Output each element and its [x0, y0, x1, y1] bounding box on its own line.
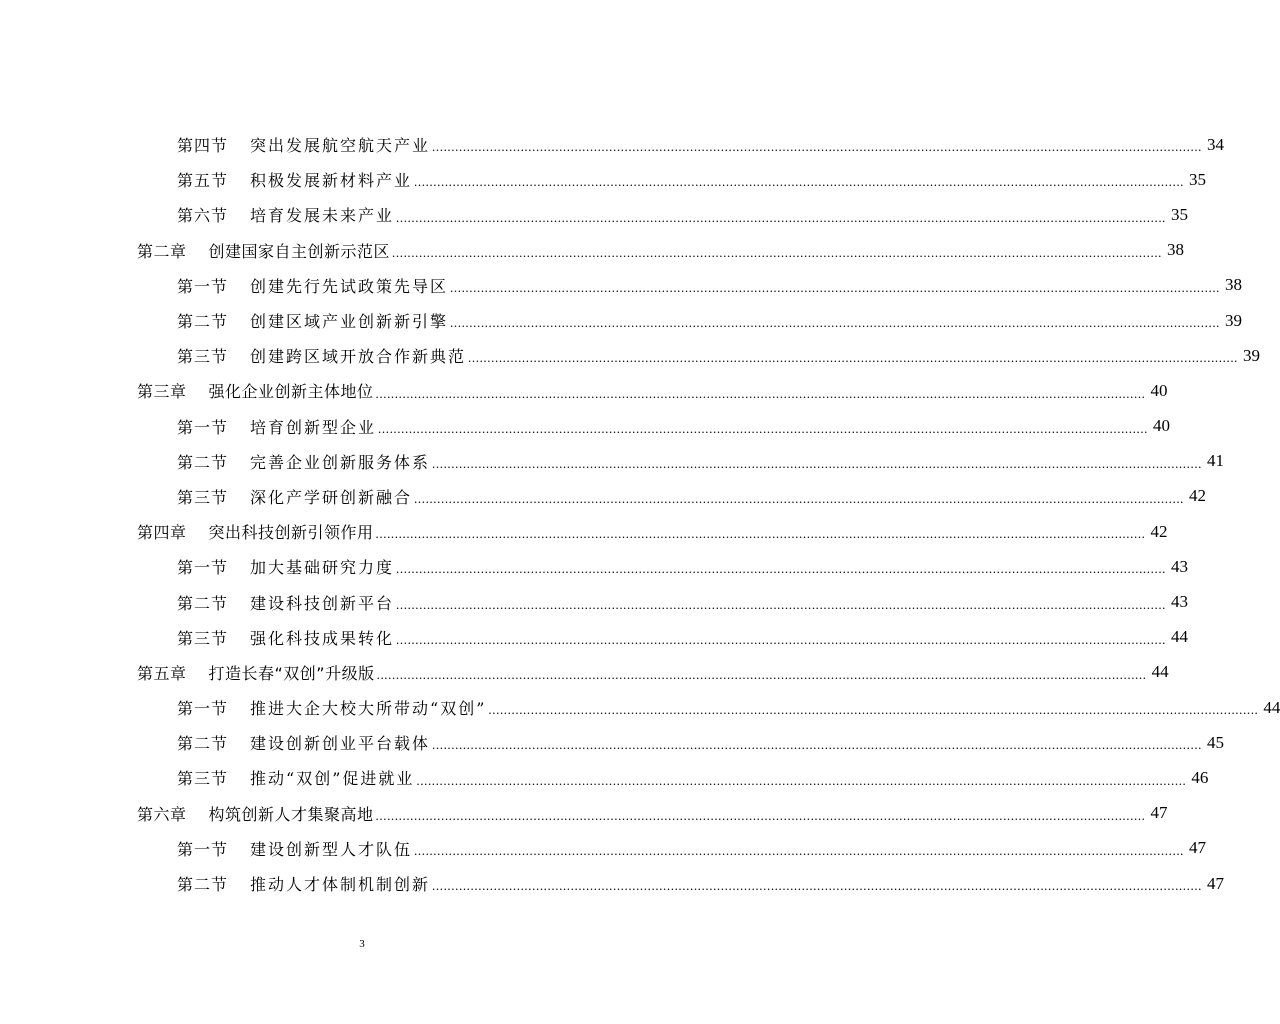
toc-page-number: 42: [1150, 521, 1168, 541]
section-number: 第三节: [177, 487, 229, 507]
dot-leader: ........................................................................................................................................................................................................: [396, 209, 1167, 225]
toc-section-entry[interactable]: [0, 620, 1189, 655]
toc-page-number: 45: [1207, 732, 1225, 752]
section-title: 建设创新型人才队伍: [250, 839, 413, 859]
section-title: 创建区域产业创新新引擎: [250, 312, 449, 332]
toc-entry-label: [177, 872, 430, 895]
toc-entry-label: [177, 415, 376, 438]
dot-leader: ........................................................................................................................................................................................................: [432, 139, 1203, 155]
dot-leader: ........................................................................................................................................................................................................: [414, 174, 1185, 190]
toc-page-number: 39: [1225, 310, 1243, 330]
section-title: 推进大企大校大所带动“双创”: [250, 699, 487, 719]
toc-page-number: 47: [1189, 838, 1207, 858]
section-title: 积极发展新材料产业: [250, 171, 413, 191]
toc-page-number: 47: [1207, 873, 1225, 893]
toc-page-number: 46: [1191, 767, 1209, 787]
dot-leader: ........................................................................................................................................................................................................: [414, 842, 1185, 858]
toc-section-entry[interactable]: [0, 127, 1225, 162]
chapter-number: 第六章: [137, 804, 187, 824]
section-number: 第一节: [177, 839, 229, 859]
toc-entry-label: [177, 626, 394, 649]
toc-page-number: 40: [1153, 416, 1171, 436]
chapter-number: 第三章: [137, 382, 187, 402]
dot-leader: ........................................................................................................................................................................................................: [416, 772, 1187, 788]
toc-page-number: 38: [1167, 240, 1185, 260]
toc-entry-label: [177, 766, 414, 789]
section-number: 第一节: [177, 417, 229, 437]
dot-leader: ........................................................................................................................................................................................................: [396, 596, 1167, 612]
toc-section-entry[interactable]: [0, 690, 1280, 725]
chapter-title: 强化企业创新主体地位: [208, 382, 374, 402]
section-title: 培育发展未来产业: [250, 206, 395, 226]
page-number: 3: [359, 938, 365, 950]
chapter-number: 第四章: [137, 523, 187, 543]
toc-entry-label: [177, 837, 412, 860]
toc-page-number: 44: [1151, 662, 1169, 682]
toc-entry-label: [177, 485, 412, 508]
section-title: 深化产学研创新融合: [250, 487, 413, 507]
toc-section-entry[interactable]: [0, 197, 1189, 232]
toc-entry-label: [177, 450, 430, 473]
dot-leader: ........................................................................................................................................................................................................: [392, 244, 1163, 260]
toc-section-entry[interactable]: [0, 725, 1225, 760]
toc-page-number: 44: [1171, 627, 1189, 647]
toc-page-number: 35: [1189, 169, 1207, 189]
toc-entry-label: [177, 731, 430, 754]
toc-entry-label: [177, 203, 394, 226]
toc-entry-label: [177, 591, 394, 614]
dot-leader: ........................................................................................................................................................................................................: [450, 315, 1221, 331]
section-number: 第一节: [177, 699, 229, 719]
section-title: 突出发展航空航天产业: [250, 136, 431, 156]
toc-section-entry[interactable]: [0, 760, 1209, 795]
toc-page-number: 47: [1150, 803, 1168, 823]
dot-leader: ........................................................................................................................................................................................................: [432, 455, 1203, 471]
toc-page-number: 43: [1171, 592, 1189, 612]
section-title: 培育创新型企业: [250, 417, 377, 437]
section-number: 第二节: [177, 593, 229, 613]
chapter-title: 突出科技创新引领作用: [208, 523, 374, 543]
section-number: 第一节: [177, 276, 229, 296]
toc-entry-label: [137, 379, 374, 402]
chapter-number: 第二章: [137, 241, 187, 261]
section-title: 完善企业创新服务体系: [250, 452, 431, 472]
dot-leader: ........................................................................................................................................................................................................: [375, 385, 1146, 401]
dot-leader: ........................................................................................................................................................................................................: [432, 878, 1203, 894]
toc-entry-label: [177, 133, 430, 156]
table-of-contents: [0, 127, 1280, 901]
dot-leader: ........................................................................................................................................................................................................: [375, 526, 1146, 542]
dot-leader: ........................................................................................................................................................................................................: [396, 631, 1167, 647]
section-number: 第二节: [177, 875, 229, 895]
section-title: 建设科技创新平台: [250, 593, 395, 613]
toc-page-number: 43: [1171, 556, 1189, 576]
section-title: 加大基础研究力度: [250, 558, 395, 578]
toc-entry-label: [137, 661, 375, 684]
toc-chapter-entry[interactable]: [0, 514, 1168, 549]
toc-section-entry[interactable]: [0, 162, 1207, 197]
section-title: 强化科技成果转化: [250, 628, 395, 648]
toc-section-entry[interactable]: [0, 866, 1225, 901]
section-title: 推动“双创”促进就业: [250, 769, 415, 789]
section-number: 第三节: [177, 347, 229, 367]
chapter-title: 打造长春“双创”升级版: [208, 663, 375, 683]
section-number: 第二节: [177, 312, 229, 332]
dot-leader: ........................................................................................................................................................................................................: [396, 561, 1167, 577]
toc-page-number: 39: [1243, 345, 1261, 365]
toc-chapter-entry[interactable]: [0, 655, 1169, 690]
toc-entry-label: [177, 168, 412, 191]
toc-page-number: 41: [1207, 451, 1225, 471]
toc-page-number: 40: [1150, 380, 1168, 400]
toc-section-entry[interactable]: [0, 831, 1207, 866]
section-number: 第五节: [177, 171, 229, 191]
toc-page-number: 44: [1263, 697, 1280, 717]
section-title: 推动人才体制机制创新: [250, 875, 431, 895]
section-number: 第一节: [177, 558, 229, 578]
toc-section-entry[interactable]: [0, 584, 1189, 619]
dot-leader: ........................................................................................................................................................................................................: [414, 491, 1185, 507]
toc-entry-label: [177, 274, 448, 297]
toc-section-entry[interactable]: [0, 549, 1189, 584]
toc-entry-label: [177, 696, 486, 719]
toc-page-number: 42: [1189, 486, 1207, 506]
toc-section-entry[interactable]: [0, 303, 1243, 338]
dot-leader: ........................................................................................................................................................................................................: [488, 702, 1259, 718]
toc-entry-label: [137, 802, 374, 825]
dot-leader: ........................................................................................................................................................................................................: [376, 667, 1147, 682]
chapter-title: 构筑创新人才集聚高地: [208, 804, 374, 824]
toc-entry-label: [177, 344, 466, 367]
section-title: 建设创新创业平台载体: [250, 734, 431, 754]
toc-entry-label: [177, 555, 394, 578]
dot-leader: ........................................................................................................................................................................................................: [375, 807, 1146, 823]
toc-entry-label: [177, 309, 448, 332]
section-number: 第四节: [177, 136, 229, 156]
dot-leader: ........................................................................................................................................................................................................: [468, 350, 1239, 366]
toc-chapter-entry[interactable]: [0, 796, 1168, 831]
dot-leader: ........................................................................................................................................................................................................: [378, 420, 1149, 436]
toc-page-number: 35: [1171, 204, 1189, 224]
section-number: 第三节: [177, 628, 229, 648]
section-number: 第三节: [177, 769, 229, 789]
toc-chapter-entry[interactable]: [0, 373, 1168, 408]
chapter-title: 创建国家自主创新示范区: [208, 241, 391, 261]
chapter-number: 第五章: [137, 663, 187, 683]
toc-section-entry[interactable]: [0, 479, 1207, 514]
toc-page-number: 38: [1225, 275, 1243, 295]
section-title: 创建先行先试政策先导区: [250, 276, 449, 296]
toc-section-entry[interactable]: [0, 409, 1171, 444]
toc-page-number: 34: [1207, 134, 1225, 154]
toc-chapter-entry[interactable]: [0, 233, 1185, 268]
dot-leader: ........................................................................................................................................................................................................: [432, 737, 1203, 753]
section-number: 第二节: [177, 452, 229, 472]
section-number: 第二节: [177, 734, 229, 754]
toc-section-entry[interactable]: [0, 444, 1225, 479]
toc-section-entry[interactable]: [0, 268, 1243, 303]
section-title: 创建跨区域开放合作新典范: [250, 347, 467, 367]
toc-entry-label: [137, 239, 390, 262]
dot-leader: ........................................................................................................................................................................................................: [450, 279, 1221, 295]
section-number: 第六节: [177, 206, 229, 226]
toc-entry-label: [137, 520, 374, 543]
toc-section-entry[interactable]: [0, 338, 1261, 373]
